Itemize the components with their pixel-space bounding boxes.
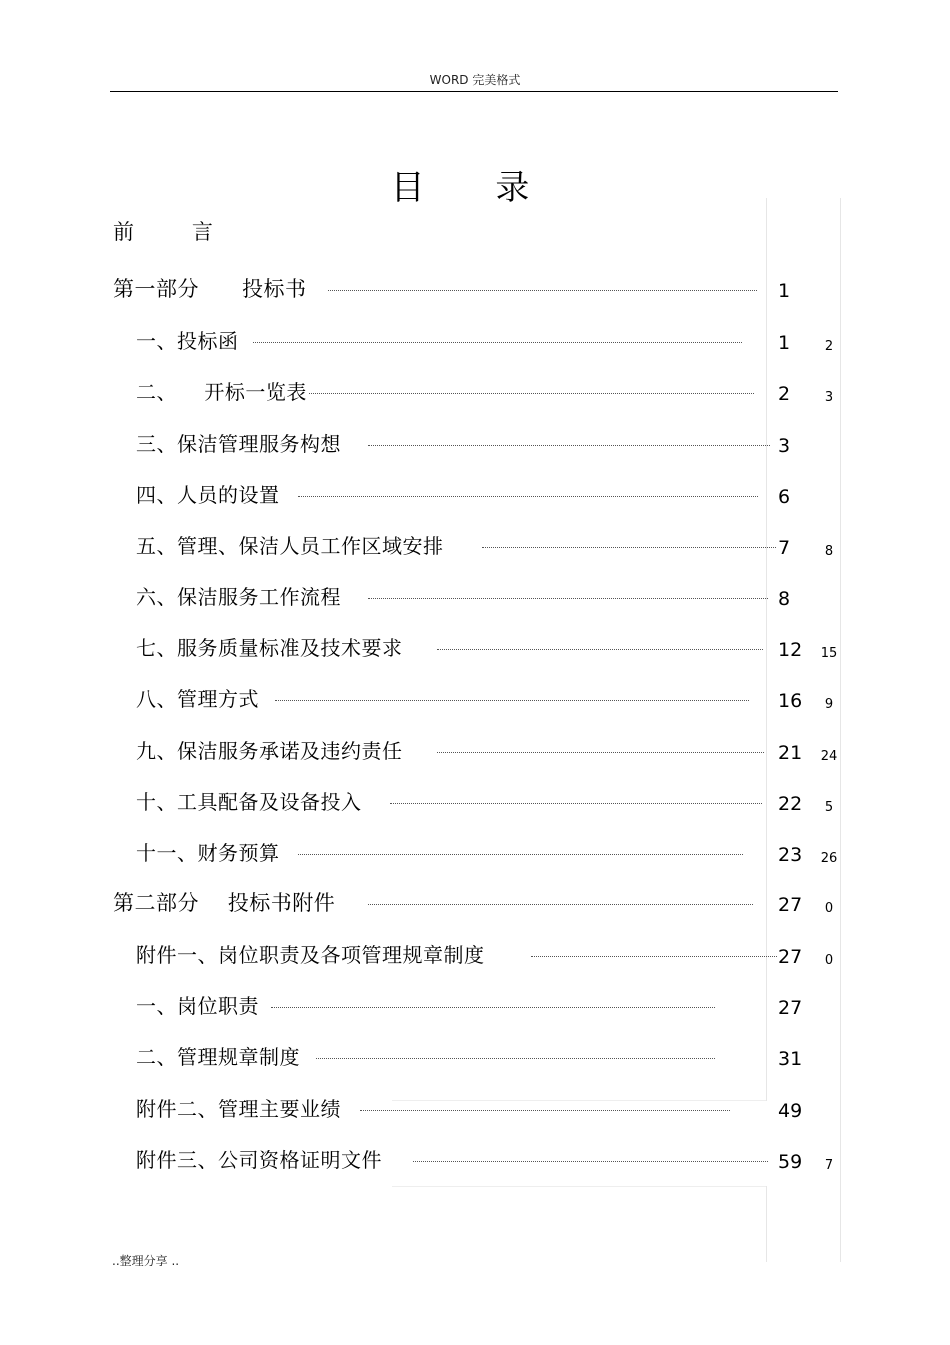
toc-leader-dots [360,1110,730,1111]
toc-entry-label: 一、岗位职责 [136,994,259,1018]
toc-entry[interactable] [0,991,950,1021]
toc-page-number: 1 [778,280,791,302]
toc-entry[interactable] [0,888,950,918]
toc-entry-label: 八、管理方式 [136,687,259,711]
toc-leader-dots [253,342,742,343]
toc-page-number: 2 [778,383,791,405]
toc-entry-label: 二、 开标一览表 [136,380,307,404]
toc-entry[interactable] [0,326,950,356]
toc-page-number: 27 [778,997,803,1019]
toc-entry[interactable] [0,838,950,868]
toc-entry[interactable] [0,1042,950,1072]
toc-side-number: 3 [824,390,834,405]
toc-page-number: 23 [778,844,803,866]
toc-page-number: 8 [778,588,791,610]
toc-entry[interactable] [0,633,950,663]
toc-leader-dots [275,700,749,701]
toc-entry[interactable] [0,217,950,247]
toc-page-number: 6 [778,486,791,508]
toc-entry-label: 七、服务质量标准及技术要求 [136,636,403,660]
table-border-left-lower [766,1186,767,1262]
toc-entry[interactable] [0,684,950,714]
toc-leader-dots [368,445,770,446]
toc-entry-label: 四、人员的设置 [136,483,280,507]
toc-leader-dots [368,598,768,599]
toc-entry-label: 第二部分 投标书附件 [113,891,336,915]
toc-entry-label: 十一、财务预算 [136,841,280,865]
toc-entry-label: 九、保洁服务承诺及违约责任 [136,739,403,763]
toc-page-number: 27 [778,894,803,916]
toc-entry-label: 第一部分 投标书 [113,277,307,301]
toc-leader-dots [328,290,757,291]
toc-entry-label: 前 言 [113,220,214,244]
toc-entry[interactable] [0,377,950,407]
toc-leader-dots [437,752,764,753]
toc-entry[interactable] [0,940,950,970]
toc-leader-dots [368,904,753,905]
toc-page-number: 59 [778,1151,803,1173]
toc-leader-dots [316,1058,715,1059]
toc-entry[interactable] [0,582,950,612]
table-border-lower [392,1186,766,1187]
toc-page-number: 1 [778,332,791,354]
toc-leader-dots [298,496,758,497]
toc-side-number: 0 [824,953,834,968]
toc-side-number: 15 [820,646,838,661]
toc-entry[interactable] [0,1094,950,1124]
toc-entry[interactable] [0,274,950,304]
toc-page-number: 31 [778,1048,803,1070]
toc-side-number: 8 [824,544,834,559]
toc-entry-label: 六、保洁服务工作流程 [136,585,341,609]
header-rule [110,91,838,92]
toc-leader-dots [298,854,743,855]
toc-side-number: 9 [824,697,834,712]
toc-side-number: 26 [820,851,838,866]
toc-page-number: 3 [778,435,791,457]
toc-entry[interactable] [0,480,950,510]
toc-leader-dots [482,547,776,548]
toc-page-number: 7 [778,537,791,559]
toc-entry-label: 附件二、管理主要业绩 [136,1097,341,1121]
toc-entry[interactable] [0,429,950,459]
toc-entry[interactable] [0,736,950,766]
toc-entry-label: 附件一、岗位职责及各项管理规章制度 [136,943,485,967]
toc-leader-dots [271,1007,715,1008]
toc-side-number: 24 [820,749,838,764]
toc-leader-dots [531,956,777,957]
toc-leader-dots [309,393,754,394]
toc-page-number: 16 [778,690,803,712]
toc-entry-label: 一、投标函 [136,329,239,353]
toc-page-number: 21 [778,742,803,764]
toc-entry-label: 五、管理、保洁人员工作区域安排 [136,534,444,558]
toc-leader-dots [437,649,763,650]
toc-leader-dots [390,803,762,804]
toc-side-number: 0 [824,901,834,916]
toc-side-number: 5 [824,800,834,815]
toc-title: 目 录 [390,168,560,208]
toc-side-number: 2 [824,339,834,354]
toc-entry[interactable] [0,531,950,561]
header-text: WORD 完美格式 [429,73,521,87]
toc-entry-label: 十、工具配备及设备投入 [136,790,362,814]
toc-entry-label: 附件三、公司资格证明文件 [136,1148,382,1172]
toc-entry-label: 二、管理规章制度 [136,1045,300,1069]
toc-page-number: 49 [778,1100,803,1122]
toc-entry[interactable] [0,1145,950,1175]
toc-page-number: 22 [778,793,803,815]
toc-page-number: 12 [778,639,803,661]
footer-text: ..整理分享 .. [112,1254,180,1268]
toc-entry[interactable] [0,787,950,817]
toc-page-number: 27 [778,946,803,968]
toc-side-number: 7 [824,1158,834,1173]
toc-entry-label: 三、保洁管理服务构想 [136,432,341,456]
toc-leader-dots [413,1161,768,1162]
